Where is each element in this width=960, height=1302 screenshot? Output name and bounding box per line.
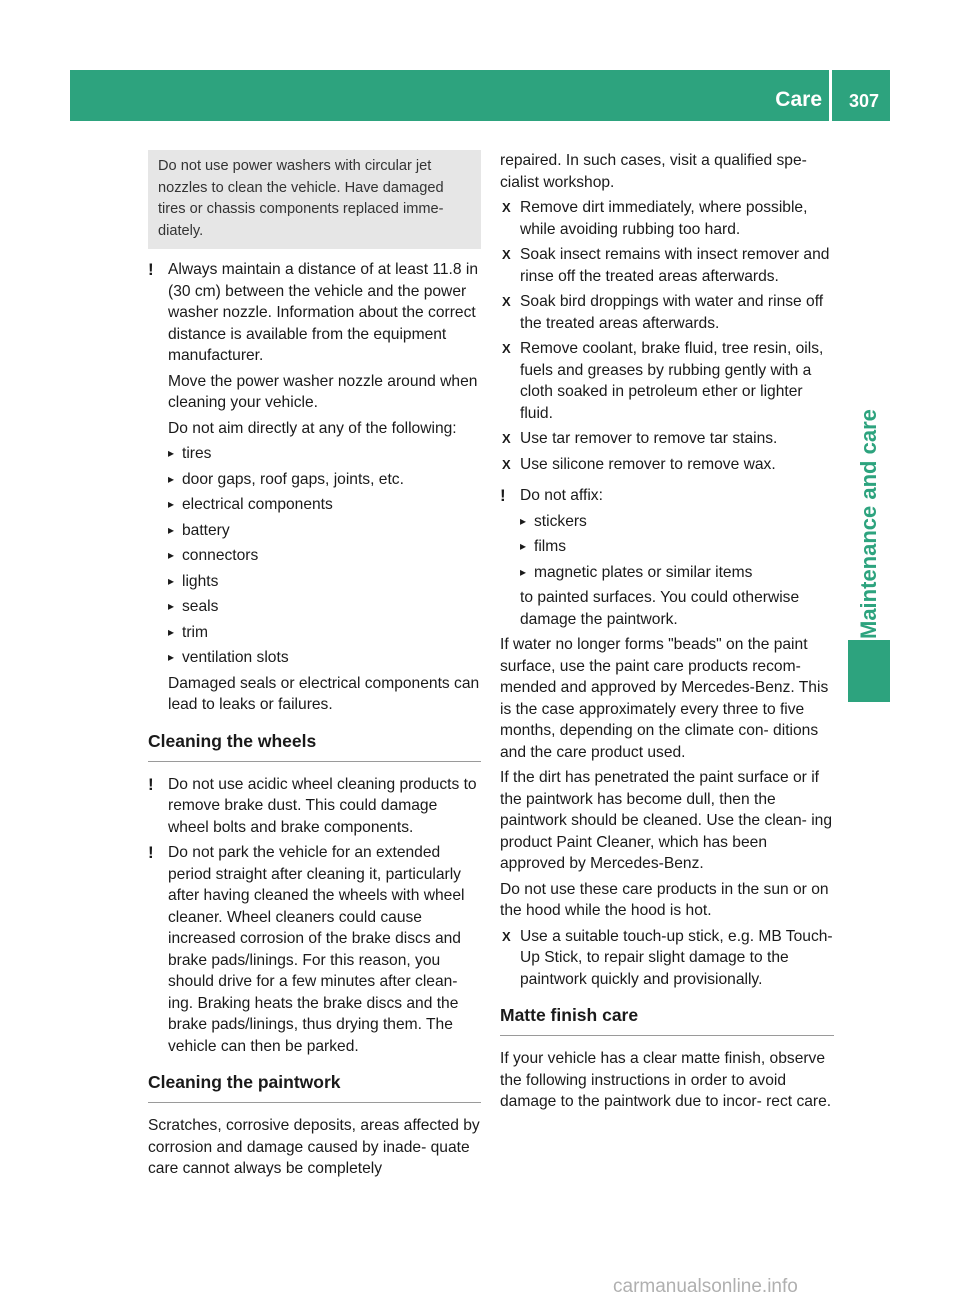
bullet-icon: ▸	[168, 548, 175, 562]
heading-matte-finish: Matte finish care	[500, 1004, 834, 1036]
right-column	[500, 150, 834, 1117]
list-item: ▸ electrical components	[168, 494, 481, 516]
step-item: X Remove dirt immediately, where possible, while avoiding rubbing too hard.	[502, 199, 808, 238]
paragraph: Do not aim directly at any of the following:	[168, 419, 457, 437]
bullet-icon: ▸	[168, 446, 175, 460]
paragraph: to painted surfaces. You could otherwise damage the paintwork.	[520, 589, 800, 628]
list-item: ▸ trim	[168, 622, 481, 644]
list-item: ▸ seals	[168, 596, 481, 618]
heading-cleaning-wheels: Cleaning the wheels	[148, 730, 481, 762]
list-item: ▸ door gaps, roof gaps, joints, etc.	[168, 469, 481, 491]
list-item: ▸ ventilation slots	[168, 647, 481, 669]
side-tab-block	[848, 640, 890, 702]
warning-parking: ! Do not park the vehicle for an extended period straight after cleaning it, particularly after having cleaned the wheels with wheel cleaner. Wheel cleaners could cause increased corrosion of the brake discs and brake pads/linings. For this reason, you should drive for a few minutes after clean- ing. Braking heats the brake discs and the brake pads/linings, thus drying them. The vehicle can then be parked.	[148, 843, 465, 1055]
list-item: ▸ stickers	[520, 511, 834, 533]
list-item: ▸ battery	[168, 520, 481, 542]
paragraph: Scratches, corrosive deposits, areas affected by corrosion and damage caused by inade- quate care cannot always be completely	[148, 1117, 480, 1177]
warning-power-washer	[148, 259, 481, 367]
bullet-icon: ▸	[520, 539, 527, 553]
step-icon: X	[502, 247, 511, 262]
bullet-icon: ▸	[520, 513, 527, 528]
list-item: ▸ films	[520, 536, 834, 558]
page-number: 307	[848, 91, 880, 111]
warning-continuation	[148, 371, 481, 716]
bullet-icon: ▸	[168, 650, 175, 664]
warning-affix: ! Do not affix:	[500, 486, 603, 505]
step-icon: X	[502, 431, 511, 446]
left-column	[148, 150, 481, 1184]
bullet-list	[168, 443, 481, 669]
paragraph: Damaged seals or electrical components can lead to leaks or failures.	[168, 674, 480, 713]
step-icon: X	[502, 928, 511, 944]
bullet-list	[520, 511, 834, 584]
step-icon: X	[502, 341, 511, 356]
step-item: X Use tar remover to remove tar stains.	[500, 428, 834, 450]
bullet-icon: ▸	[168, 599, 175, 613]
warning-acidic-cleaner: ! Do not use acidic wheel cleaning products to remove brake dust. This could damage wheel bolts and brake components.	[148, 774, 477, 836]
bullet-icon: ▸	[168, 497, 175, 511]
list-item: ▸ magnetic plates or similar items	[520, 562, 834, 584]
side-tab-label: Maintenance and care	[856, 409, 881, 639]
warning-icon: !	[148, 260, 154, 279]
bullet-icon: ▸	[168, 573, 175, 588]
section-title: Care	[775, 88, 822, 111]
paragraph: If your vehicle has a clear matte finish, observe the following instructions in order to avoid damage to the paintwork due to incor- rect care.	[500, 1050, 832, 1110]
paragraph: If water no longer forms "beads" on the paint surface, use the paint care products recom- mended and approved by Mercedes-Benz. This is the case approximately every three to five months, depending on the climate con- ditions and the care product used.	[500, 636, 829, 761]
paragraph: If the dirt has penetrated the paint surface or if the paintwork has become dull, then the paintwork should be cleaned. Use the clean- ing product Paint Cleaner, which has been approved by Mercedes-Benz.	[500, 769, 833, 872]
step-icon: X	[502, 456, 511, 472]
bullet-icon: ▸	[520, 564, 527, 579]
header-bar	[70, 70, 890, 121]
paragraph: Do not use these care products in the sun or on the hood while the hood is hot.	[500, 880, 829, 919]
note-box: Do not use power washers with circular jet nozzles to clean the vehicle. Have damaged tires or chassis components replaced imme- diately.	[148, 150, 481, 249]
watermark: carmanualsonline.info	[613, 1276, 798, 1297]
step-icon: X	[502, 200, 511, 215]
header-divider	[829, 70, 832, 121]
step-item: X Remove coolant, brake fluid, tree resin, oils, fuels and greases by rubbing gently with a cloth soaked in petroleum ether or lighter fluid.	[502, 340, 824, 422]
bullet-icon: ▸	[168, 624, 175, 639]
paragraph: repaired. In such cases, visit a qualified spe- cialist workshop.	[500, 152, 807, 191]
step-item: X Use silicone remover to remove wax.	[500, 454, 834, 476]
list-item: ▸ lights	[168, 571, 481, 593]
step-icon: X	[502, 294, 511, 309]
bullet-icon: ▸	[168, 522, 175, 537]
side-tab	[848, 137, 890, 639]
warning-icon: !	[148, 843, 154, 862]
step-item: X Soak bird droppings with water and rinse off the treated areas afterwards.	[502, 293, 824, 332]
warning-icon: !	[500, 486, 506, 505]
list-item: ▸ connectors	[168, 545, 481, 567]
warning-continuation	[500, 511, 834, 631]
warning-text: Always maintain a distance of at least 11.8 in (30 cm) between the vehicle and the power washer nozzle. Information about the correct distance is available from the equipment manufacturer.	[168, 261, 479, 364]
paragraph: Move the power washer nozzle around when cleaning your vehicle.	[168, 372, 478, 411]
step-item: X Soak insect remains with insect remover and rinse off the treated areas afterwards.	[502, 246, 830, 285]
list-item: ▸ tires	[168, 443, 481, 465]
heading-cleaning-paintwork: Cleaning the paintwork	[148, 1071, 481, 1103]
step-item: X Use a suitable touch-up stick, e.g. MB Touch-Up Stick, to repair slight damage to the paintwork quickly and provisionally.	[502, 927, 833, 988]
bullet-icon: ▸	[168, 471, 175, 486]
warning-icon: !	[148, 774, 154, 794]
